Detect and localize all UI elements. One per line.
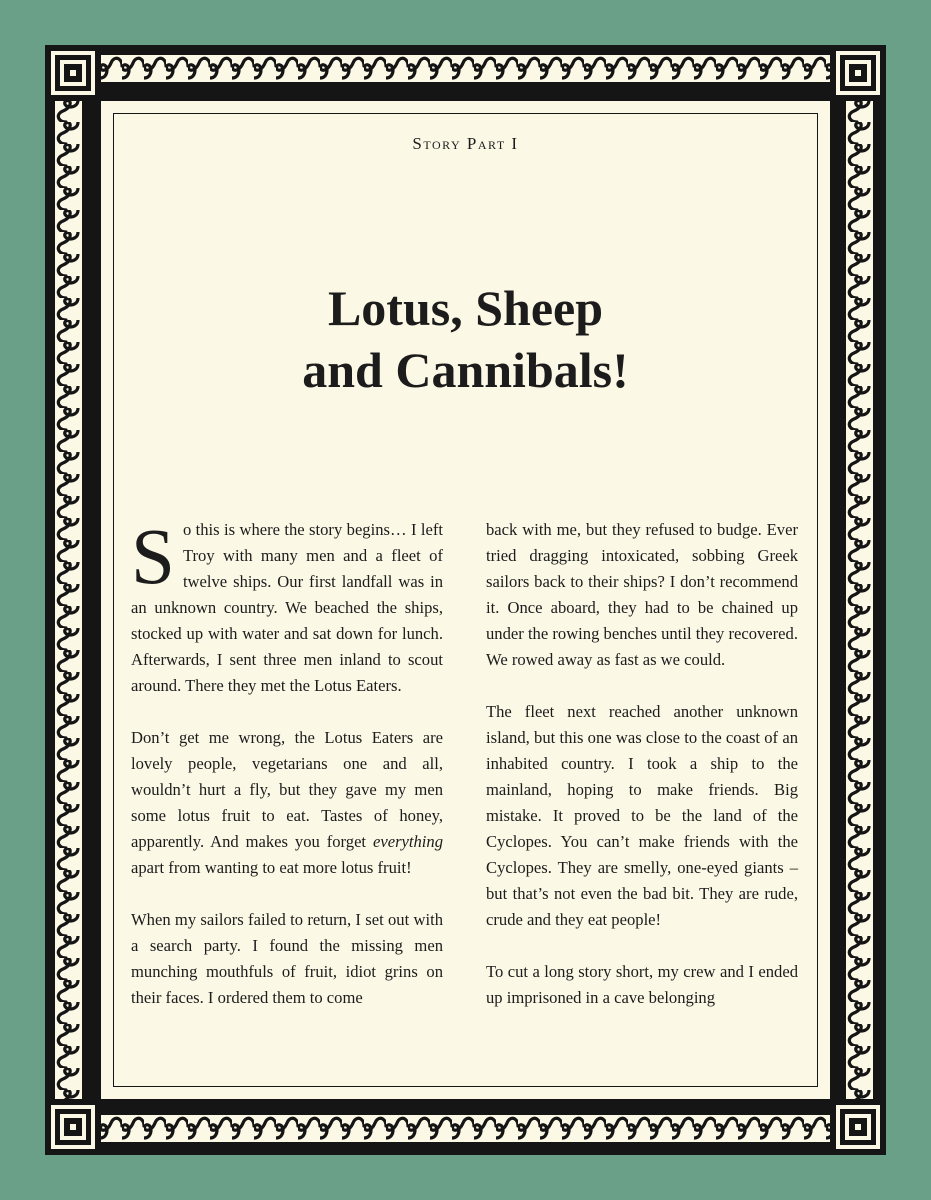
text-column-right [486,517,798,1037]
square-spiral-icon [830,1099,886,1155]
story-page [101,101,830,1099]
wave-border-top [100,52,831,88]
wave-border-left [52,100,88,1100]
paragraph: When my sailors failed to return, I set out with a search party. I found the missing men munching mouthfuls of fruit, idiot grins on their faces. I ordered them to come [131,910,443,1007]
text-column-left [131,514,443,1037]
wave-pattern-top [100,52,831,88]
title-line-2: and Cannibals! [302,342,629,398]
paragraph-text: apart from wanting to eat more lotus fruit! [131,858,412,877]
square-spiral-icon [45,45,101,101]
paragraph: To cut a long story short, my crew and I ended up imprisoned in a cave belonging [486,962,798,1007]
wave-pattern-left [52,100,88,1100]
wave-pattern-right [843,100,879,1100]
corner-square-bottom-right [830,1099,886,1155]
story-title [101,277,830,401]
section-label: Story Part I [412,134,519,153]
drop-cap: S [131,514,175,601]
paragraph: The fleet next reached another unknown island, but this one was close to the coast of an inhabited country. I took a ship to the mainland, hoping to make friends. Big mistake. It proved to be the land of the Cyclopes. You can’t make friends with the Cyclopes. They are smelly, one-eyed giants – but that’s not even the bad bit. They are rude, crude and they eat people! [486,702,798,929]
wave-border-bottom [100,1112,831,1148]
corner-square-top-right [830,45,886,101]
paragraph [131,725,443,881]
paragraph: back with me, but they refused to budge. Ever tried dragging intoxicated, sobbing Greek sailors back to their ships? I don’t recommend it. Once aboard, they had to be chained up under the rowing benches until they recovered. We rowed away as fast as we could. [486,520,798,669]
corner-square-top-left [45,45,101,101]
paragraph-text: o this is where the story begins… I left Troy with many men and a fleet of twelve ships. Our first landfall was in an unknown country. We beached the ships, stocked up with water and sat down for lunch. Afterwards, I sent three men inland to scout around. There they met the Lotus Eaters. [131,520,443,695]
paragraph-text: Don’t get me wrong, the Lotus Eaters are lovely people, vegetarians one and all, wouldn’t hurt a fly, but they gave my men some lotus fruit to eat. Tastes of honey, apparently. And makes you forget [131,728,443,851]
square-spiral-icon [830,45,886,101]
wave-pattern-bottom [100,1112,831,1148]
emphasis-text: everything [372,832,443,851]
square-spiral-icon [45,1099,101,1155]
corner-square-bottom-left [45,1099,101,1155]
paragraph [131,514,443,699]
title-line-1: Lotus, Sheep [327,280,604,336]
wave-border-right [843,100,879,1100]
